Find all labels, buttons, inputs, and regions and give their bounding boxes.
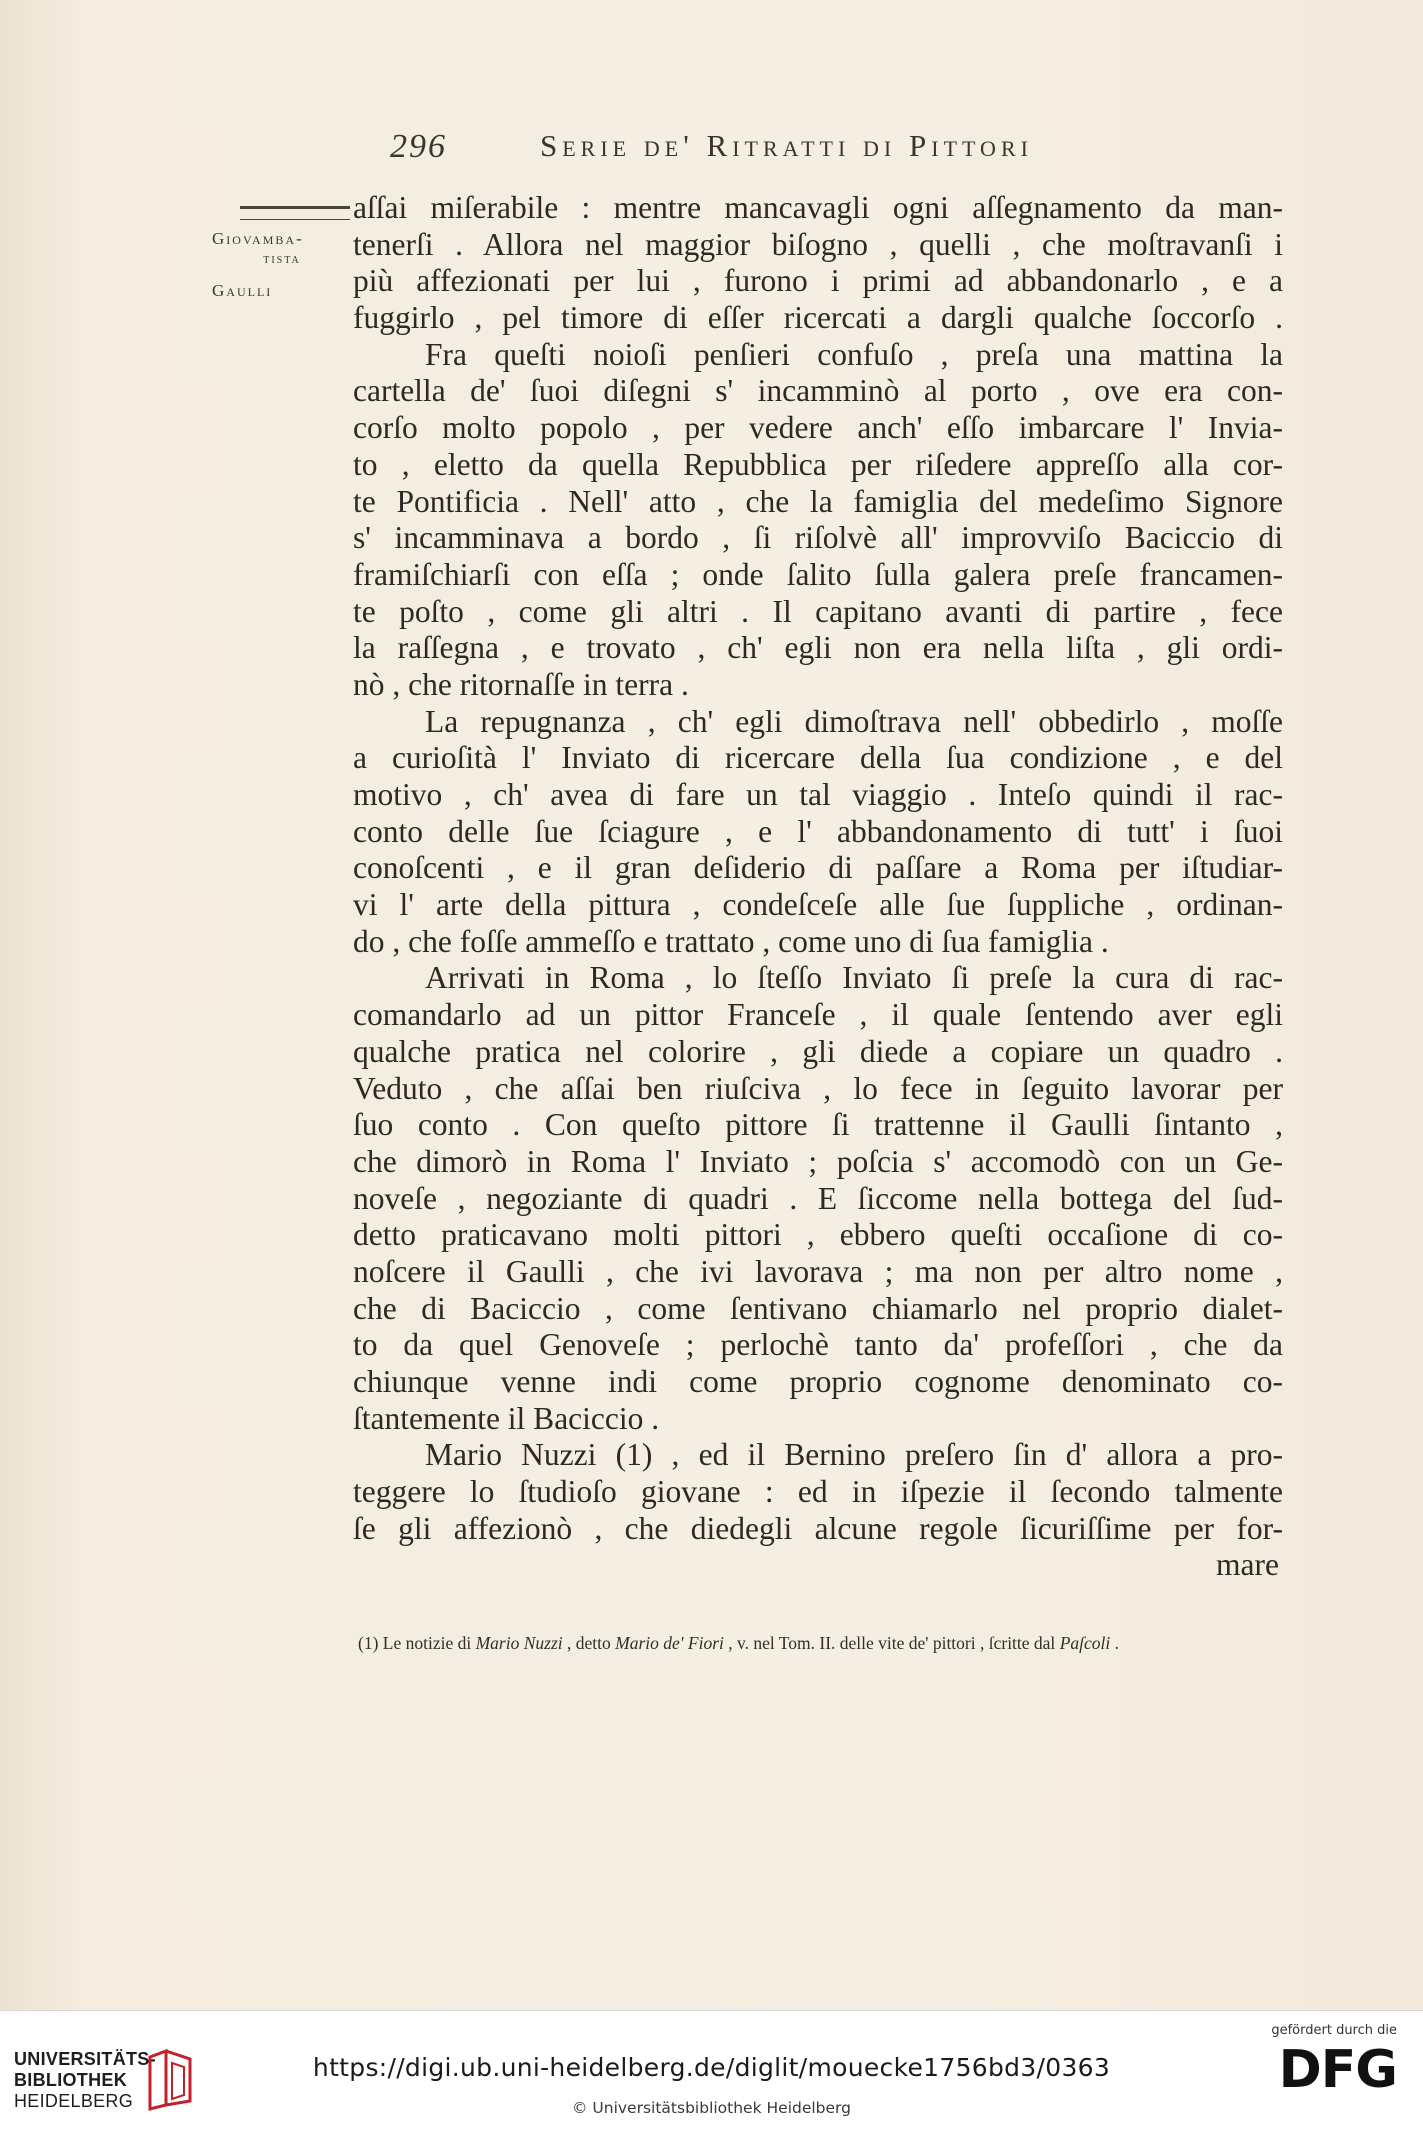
footnote (358, 1633, 1278, 1654)
text-line: Mario Nuzzi (1) , ed il Bernino preſero ſin d' allora a pro- (425, 1437, 1283, 1473)
text-line: ſe gli affezionò , che diedegli alcune regole ſicuriſſime per for- (353, 1510, 1283, 1546)
permalink[interactable]: https://digi.ub.uni-heidelberg.de/diglit/mouecke1756bd3/0363 (312, 2053, 1111, 2082)
library-name-line: BIBLIOTHEK (14, 2070, 127, 2090)
text-line: la raſſegna , e trovato , ch' egli non era nella liſta , gli ordi- (353, 630, 1283, 666)
footnote-prefix: (1) Le notizie di (358, 1633, 476, 1653)
footnote-text: , detto (562, 1633, 616, 1653)
margin-note-line: Gaulli (212, 281, 273, 300)
page-header (390, 128, 1280, 178)
footnote-name: Mario de' Fiori (615, 1633, 724, 1653)
text-line: motivo , ch' avea di fare un tal viaggio . Inteſo quindi il rac- (353, 777, 1283, 812)
running-title: Serie de' Ritratti di Pittori (540, 128, 1033, 163)
text-line: do , che foſſe ammeſſo e trattato , come uno di ſua famiglia . (353, 923, 1109, 959)
text-line: Arrivati in Roma , lo ſteſſo Inviato ſi preſe la cura di rac- (425, 960, 1283, 996)
text-line: detto praticavano molti pittori , ebbero queſti occaſione di co- (353, 1217, 1283, 1253)
text-line: to , eletto da quella Repubblica per riſedere appreſſo alla cor- (353, 446, 1283, 482)
viewer-footer (0, 2010, 1423, 2138)
footnote-name: Paſcoli (1059, 1633, 1111, 1653)
text-line: mare (1216, 1547, 1279, 1583)
funding-caption: gefördert durch die (1271, 2023, 1397, 2038)
text-line: conto delle ſue ſciagure , e l' abbandonamento di tutt' i ſuoi (353, 813, 1283, 849)
text-line: conoſcenti , e il gran deſiderio di paſſare a Roma per iſtudiar- (353, 850, 1283, 886)
page-number: 296 (390, 128, 447, 165)
text-line: che dimorò in Roma l' Inviato ; poſcia s' accomodò con un Ge- (353, 1143, 1283, 1179)
text-line: nò , che ritornaſſe in terra . (353, 666, 689, 702)
text-line: a curioſità l' Inviato di ricercare della ſua condizione , e del (353, 740, 1283, 776)
text-line: tenerſi . Allora nel maggior biſogno , quelli , che moſtravanſi i (353, 226, 1283, 262)
text-line: noveſe , negoziante di quadri . E ſiccome nella bottega del ſud- (353, 1180, 1283, 1216)
text-line: teggere lo ſtudioſo giovane : ed in iſpezie il ſecondo talmente (353, 1474, 1283, 1510)
text-line: ſtantemente il Baciccio . (353, 1400, 660, 1436)
footnote-suffix: . (1110, 1633, 1119, 1653)
text-line: aſſai miſerabile : mentre mancavagli ogni aſſegnamento da man- (353, 190, 1283, 225)
footnote-name: Mario Nuzzi (475, 1633, 563, 1653)
text-line: framiſchiarſi con eſſa ; onde ſalito ſulla galera preſe francamen- (353, 556, 1283, 592)
section-rule (240, 206, 350, 220)
text-line: chiunque venne indi come proprio cognome denominato co- (353, 1364, 1283, 1399)
text-line: te Pontificia . Nell' atto , che la famiglia del medeſimo Signore (353, 483, 1283, 519)
dfg-logo-icon: DFG (1278, 2040, 1397, 2100)
text-line: Fra queſti noioſi penſieri confuſo , preſa una mattina la (425, 336, 1283, 372)
library-name-line: HEIDELBERG (14, 2091, 134, 2111)
dfg-logo[interactable] (1257, 2023, 1397, 2123)
library-name-line: UNIVERSITÄTS- (14, 2049, 156, 2069)
text-line: più affezionati per lui , furono i primi ad abbandonarlo , e a (353, 263, 1283, 299)
text-line: La repugnanza , ch' egli dimoſtrava nell' obbedirlo , moſſe (425, 703, 1283, 739)
text-line: to da quel Genoveſe ; perlochè tanto da' profeſſori , che da (353, 1327, 1283, 1363)
body-text (353, 190, 1283, 1584)
margin-note (212, 226, 352, 304)
text-line: comandarlo ad un pittor Franceſe , il quale ſentendo aver egli (353, 997, 1283, 1033)
text-line: qualche pratica nel colorire , gli diede a copiare un quadro . (353, 1033, 1283, 1069)
text-line: noſcere il Gaulli , che ivi lavorava ; ma non per altro nome , (353, 1253, 1283, 1289)
copyright-notice: © Universitätsbibliothek Heidelberg (571, 2099, 851, 2117)
text-line: vi l' arte della pittura , condeſceſe alle ſue ſuppliche , ordinan- (353, 887, 1283, 923)
text-line: ſuo conto . Con queſto pittore ſi trattenne il Gaulli ſintanto , (353, 1107, 1283, 1143)
footnote-text: , v. nel Tom. II. delle vite de' pittori , ſcritte dal (723, 1633, 1060, 1653)
text-line: fuggirlo , pel timore di eſſer ricercati a dargli qualche ſoccorſo . (353, 300, 1283, 336)
text-line: che di Baciccio , come ſentivano chiamarlo nel proprio dialet- (353, 1290, 1283, 1326)
text-line: te poſto , come gli altri . Il capitano avanti di partire , fece (353, 593, 1283, 629)
margin-note-line: Giovamba- (212, 229, 304, 248)
text-line: corſo molto popolo , per vedere anch' eſſo imbarcare l' Invia- (353, 410, 1283, 446)
text-line: s' incamminava a bordo , ſi riſolvè all' improvviſo Baciccio di (353, 520, 1283, 556)
text-line: cartella de' ſuoi diſegni s' incamminò al porto , ove era con- (353, 373, 1283, 409)
margin-note-line: tista (263, 252, 301, 267)
text-line: Veduto , che aſſai ben riuſciva , lo fece in ſeguito lavorar per (353, 1070, 1283, 1106)
